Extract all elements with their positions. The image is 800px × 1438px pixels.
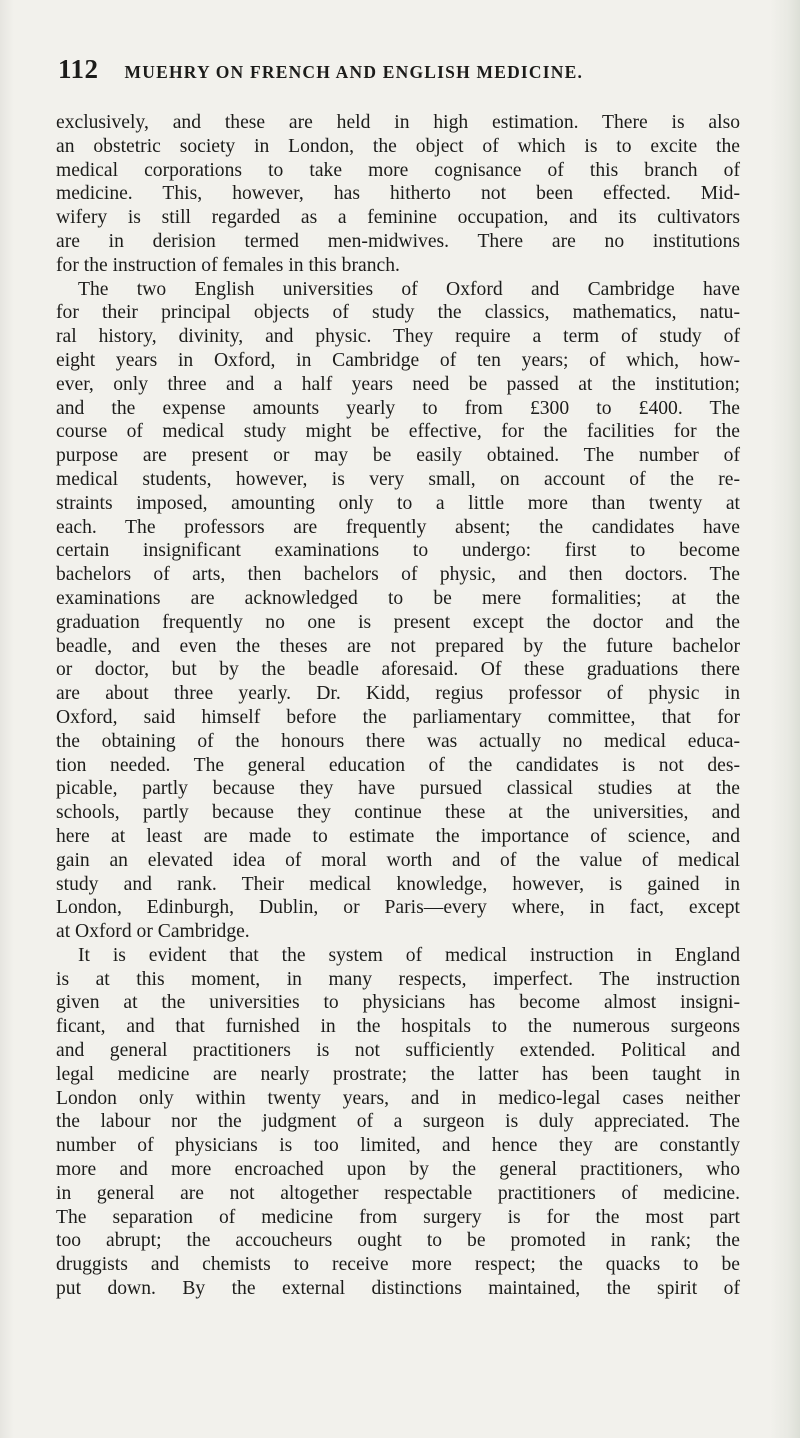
- text-line: ral history, divinity, and physic. They require a term of study of: [56, 326, 740, 348]
- text-line: graduation frequently no one is present except the doctor and the: [56, 611, 740, 633]
- text-line: given at the universities to physicians has become almost insigni-: [56, 992, 740, 1014]
- text-line: certain insignificant examinations to undergo: first to become: [56, 540, 740, 562]
- text-line: study and rank. Their medical knowledge, however, is gained in: [56, 873, 740, 895]
- text-line: eight years in Oxford, in Cambridge of ten years; of which, how-: [56, 349, 740, 371]
- text-line: druggists and chemists to receive more respect; the quacks to be: [56, 1254, 740, 1276]
- text-line: more and more encroached upon by the general practitioners, who: [56, 1159, 740, 1181]
- paragraph-first-line: The two English universities of Oxford and Cambridge have: [78, 278, 740, 300]
- text-line: London only within twenty years, and in medico-legal cases neither: [56, 1087, 740, 1109]
- text-line: exclusively, and these are held in high estimation. There is also: [56, 112, 740, 133]
- text-line: are in derision termed men-midwives. There are no institutions: [56, 230, 740, 252]
- text-line: beadle, and even the theses are not prepared by the future bachelor: [56, 635, 740, 657]
- text-line: for their principal objects of study the classics, mathematics, natu-: [56, 302, 740, 324]
- text-line: Oxford, said himself before the parliamentary committee, that for: [56, 706, 740, 728]
- text-line: each. The professors are frequently absent; the candidates have: [56, 516, 740, 538]
- text-line: an obstetric society in London, the object of which is to excite the: [56, 135, 740, 157]
- text-line: wifery is still regarded as a feminine occupation, and its cultivators: [56, 207, 740, 229]
- text-line: gain an elevated idea of moral worth and of the value of medical: [56, 849, 740, 871]
- text-line: is at this moment, in many respects, imperfect. The instruction: [56, 968, 740, 990]
- text-line: and general practitioners is not sufficiently extended. Political and: [56, 1040, 740, 1062]
- text-line: ficant, and that furnished in the hospitals to the numerous surgeons: [56, 1016, 740, 1038]
- text-line: medical students, however, is very small, on account of the re-: [56, 468, 740, 490]
- text-line: straints imposed, amounting only to a little more than twenty at: [56, 492, 740, 514]
- text-line: the obtaining of the honours there was actually no medical educa-: [56, 730, 740, 752]
- text-line: too abrupt; the accoucheurs ought to be promoted in rank; the: [56, 1230, 740, 1252]
- text-line: schools, partly because they continue these at the universities, and: [56, 802, 740, 824]
- text-line: the labour nor the judgment of a surgeon is duly appreciated. The: [56, 1111, 740, 1133]
- body-text: [56, 111, 740, 1301]
- page-number: 112: [58, 54, 99, 84]
- text-line: picable, partly because they have pursued classical studies at the: [56, 778, 740, 800]
- text-line: medicine. This, however, has hitherto not been effected. Mid-: [56, 183, 740, 205]
- text-line: in general are not altogether respectable practitioners of medicine.: [56, 1182, 740, 1204]
- running-title: MUEHRY ON FRENCH AND ENGLISH MEDICINE.: [124, 62, 584, 82]
- text-line: The separation of medicine from surgery is for the most part: [56, 1206, 740, 1228]
- paragraph-first-line: It is evident that the system of medical instruction in England: [78, 944, 740, 966]
- running-head: [58, 54, 758, 85]
- text-line: or doctor, but by the beadle aforesaid. Of these graduations there: [56, 659, 740, 681]
- text-line: course of medical study might be effective, for the facilities for the: [56, 421, 740, 443]
- text-line: bachelors of arts, then bachelors of physic, and then doctors. The: [56, 564, 740, 586]
- text-line: are about three yearly. Dr. Kidd, regius professor of physic in: [56, 683, 740, 705]
- text-line: and the expense amounts yearly to from £300 to £400. The: [56, 397, 740, 419]
- text-line: ever, only three and a half years need be passed at the institution;: [56, 373, 740, 395]
- text-line: put down. By the external distinctions maintained, the spirit of: [56, 1278, 740, 1300]
- text-line: tion needed. The general education of the candidates is not des-: [56, 754, 740, 776]
- text-line: legal medicine are nearly prostrate; the latter has been taught in: [56, 1063, 740, 1085]
- text-line: purpose are present or may be easily obtained. The number of: [56, 445, 740, 467]
- text-line: London, Edinburgh, Dublin, or Paris—every where, in fact, except: [56, 897, 740, 919]
- text-line: at Oxford or Cambridge.: [56, 921, 250, 943]
- page-edge-shadow: [770, 0, 800, 1438]
- text-line: medical corporations to take more cognisance of this branch of: [56, 159, 740, 181]
- page-gutter-shadow: [0, 0, 14, 1438]
- text-line: for the instruction of females in this branch.: [56, 254, 400, 276]
- text-line: here at least are made to estimate the importance of science, and: [56, 825, 740, 847]
- text-line: examinations are acknowledged to be mere formalities; at the: [56, 587, 740, 609]
- text-line: number of physicians is too limited, and hence they are constantly: [56, 1135, 740, 1157]
